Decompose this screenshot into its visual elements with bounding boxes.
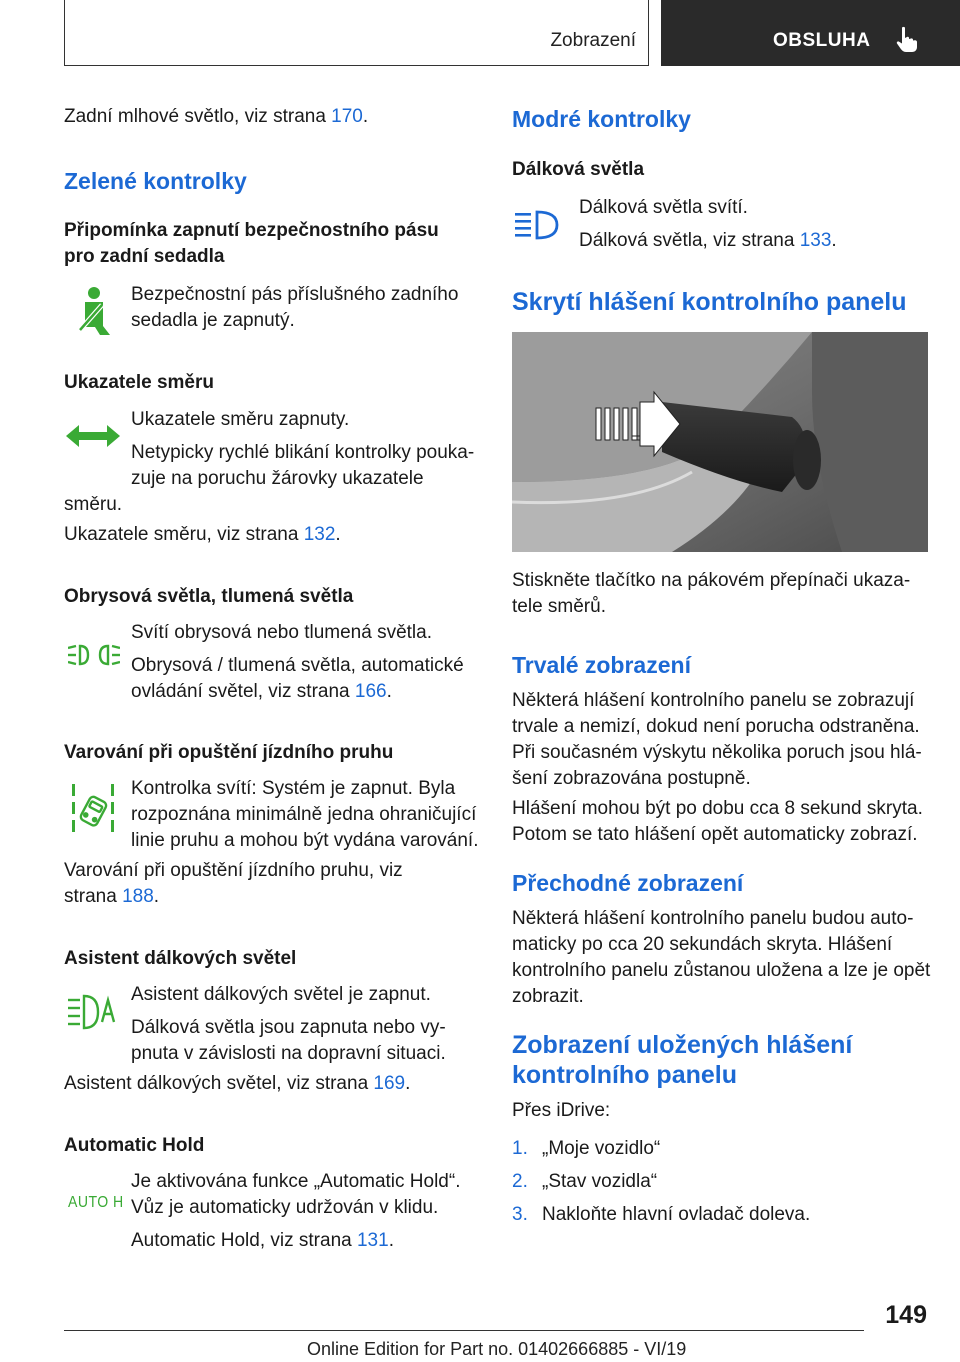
- header-chapter-tab[interactable]: [661, 0, 960, 66]
- lane-reference-line1: Varování při opuštění jízdního pruhu, viz: [64, 860, 403, 881]
- high-beam-assist-heading: Asistent dálkových světel: [64, 948, 297, 969]
- press-text-line2: tele směrů.: [512, 596, 606, 617]
- temporary-display-heading: Přechodné zobrazení: [512, 870, 744, 896]
- turn-text-line4: směru.: [64, 494, 123, 515]
- page-link[interactable]: 131: [356, 1230, 389, 1251]
- green-indicators-heading: Zelené kontrolky: [64, 168, 247, 194]
- fog-light-reference: Zadní mlhové světlo, viz strana 170.: [64, 106, 369, 127]
- temporary-text-line4: zobrazit.: [512, 986, 584, 1007]
- hba-text-line1: Asistent dálkových světel je zapnut.: [131, 984, 431, 1005]
- high-beam-text: Dálková světla svítí.: [579, 197, 748, 218]
- hba-text-line3: pnuta v závislosti na dopravní situaci.: [131, 1043, 446, 1064]
- via-idrive-text: Přes iDrive:: [512, 1100, 611, 1121]
- turn-signal-icon: [66, 423, 120, 449]
- hold-text-line2: Vůz je automaticky udržován v klidu.: [131, 1197, 439, 1218]
- page-link[interactable]: 133: [799, 230, 832, 251]
- hba-reference: Asistent dálkových světel, viz strana 169.: [64, 1073, 411, 1094]
- seatbelt-text-line2: sedadla je zapnutý.: [131, 310, 295, 331]
- permanent-text-line1: Některá hlášení kontrolního panelu se zobrazují: [512, 690, 915, 711]
- header-chapter-label: OBSLUHA: [773, 30, 871, 51]
- parking-lights-heading: Obrysová světla, tlumená světla: [64, 586, 354, 607]
- lane-text-line2: rozpoznána minimálně jedna ohraničující: [131, 804, 477, 825]
- lane-reference-line2: strana 188.: [64, 886, 160, 907]
- turn-text-line1: Ukazatele směru zapnuty.: [131, 409, 350, 430]
- temporary-text-line3: kontrolního panelu zůstanou uložena a lze je opět: [512, 960, 931, 981]
- turn-signal-stalk-photo: [512, 332, 928, 552]
- parking-text-line1: Svítí obrysová nebo tlumená světla.: [131, 622, 432, 643]
- seatbelt-heading-line2: pro zadní sedadla: [64, 246, 225, 267]
- blue-indicators-heading: Modré kontrolky: [512, 106, 691, 132]
- seatbelt-heading-line1: Připomínka zapnutí bezpečnostního pásu: [64, 220, 439, 241]
- parking-lights-icon: [68, 643, 120, 667]
- lane-departure-heading: Varování při opuštění jízdního pruhu: [64, 742, 394, 763]
- parking-reference: ovládání světel, viz strana 166.: [131, 681, 392, 702]
- page-link[interactable]: 170: [331, 106, 363, 127]
- permanent-text-line3: Při současném výskytu několika poruch jsou hlá-: [512, 742, 922, 763]
- high-beam-assist-icon: [68, 994, 118, 1030]
- page-link[interactable]: 169: [373, 1073, 406, 1094]
- step-item-2: 2. „Stav vozidla“: [512, 1171, 658, 1192]
- page-link[interactable]: 166: [354, 681, 387, 702]
- turn-signal-heading: Ukazatele směru: [64, 372, 214, 393]
- turn-text-line2: Netypicky rychlé blikání kontrolky pouka-: [131, 442, 475, 463]
- press-text-line1: Stiskněte tlačítko na pákovém přepínači ukaza-: [512, 570, 911, 591]
- temporary-text-line1: Některá hlášení kontrolního panelu budou auto-: [512, 908, 914, 929]
- page-link[interactable]: 188: [122, 886, 154, 907]
- hba-text-line2: Dálková světla jsou zapnuta nebo vy-: [131, 1017, 446, 1038]
- lane-text-line3: linie pruhu a mohou být vydána varování.: [131, 830, 479, 851]
- page-link[interactable]: 132: [303, 524, 336, 545]
- auto-hold-icon: AUTO H: [68, 1194, 124, 1211]
- high-beam-icon: [515, 210, 561, 240]
- edition-text: Online Edition for Part no. 01402666885 - VI/19: [307, 1339, 687, 1359]
- lane-text-line1: Kontrolka svítí: Systém je zapnut. Byla: [131, 778, 456, 799]
- hold-reference: Automatic Hold, viz strana 131.: [131, 1230, 394, 1251]
- header-section-title: Zobrazení: [550, 30, 636, 51]
- high-beam-heading: Dálková světla: [512, 159, 645, 180]
- footer-divider: [64, 1330, 864, 1331]
- permanent-text-line2: trvale a nemizí, dokud není porucha odstraněna.: [512, 716, 920, 737]
- pointing-hand-icon: [895, 26, 919, 54]
- high-beam-reference: Dálková světla, viz strana 133.: [579, 230, 837, 251]
- turn-text-line3: zuje na poruchu žárovky ukazatele: [131, 468, 424, 489]
- seatbelt-text-line1: Bezpečnostní pás příslušného zadního: [131, 284, 459, 305]
- lane-departure-icon: [72, 782, 114, 834]
- temporary-text-line2: maticky po cca 20 sekundách skryta. Hlášení: [512, 934, 893, 955]
- permanent-text2-line1: Hlášení mohou být po dobu cca 8 sekund skryta.: [512, 798, 923, 819]
- permanent-text2-line2: Potom se tato hlášení opět automaticky zobrazí.: [512, 824, 918, 845]
- hide-messages-heading: Skrytí hlášení kontrolního panelu: [512, 288, 907, 316]
- permanent-text-line4: šení zobrazována postupně.: [512, 768, 751, 789]
- page-number: 149: [885, 1301, 927, 1329]
- stored-messages-heading-line2: kontrolního panelu: [512, 1061, 737, 1089]
- stored-messages-heading-line1: Zobrazení uložených hlášení: [512, 1031, 853, 1059]
- step-item-1: 1. „Moje vozidlo“: [512, 1138, 661, 1159]
- step-item-3: 3. Nakloňte hlavní ovladač doleva.: [512, 1204, 811, 1225]
- permanent-display-heading: Trvalé zobrazení: [512, 652, 691, 678]
- seatbelt-icon: [72, 286, 112, 336]
- automatic-hold-heading: Automatic Hold: [64, 1135, 205, 1156]
- header-section-box: [64, 0, 649, 66]
- hold-text-line1: Je aktivována funkce „Automatic Hold“.: [131, 1171, 461, 1192]
- parking-text-line2: Obrysová / tlumená světla, automatické: [131, 655, 464, 676]
- turn-reference: Ukazatele směru, viz strana 132.: [64, 524, 341, 545]
